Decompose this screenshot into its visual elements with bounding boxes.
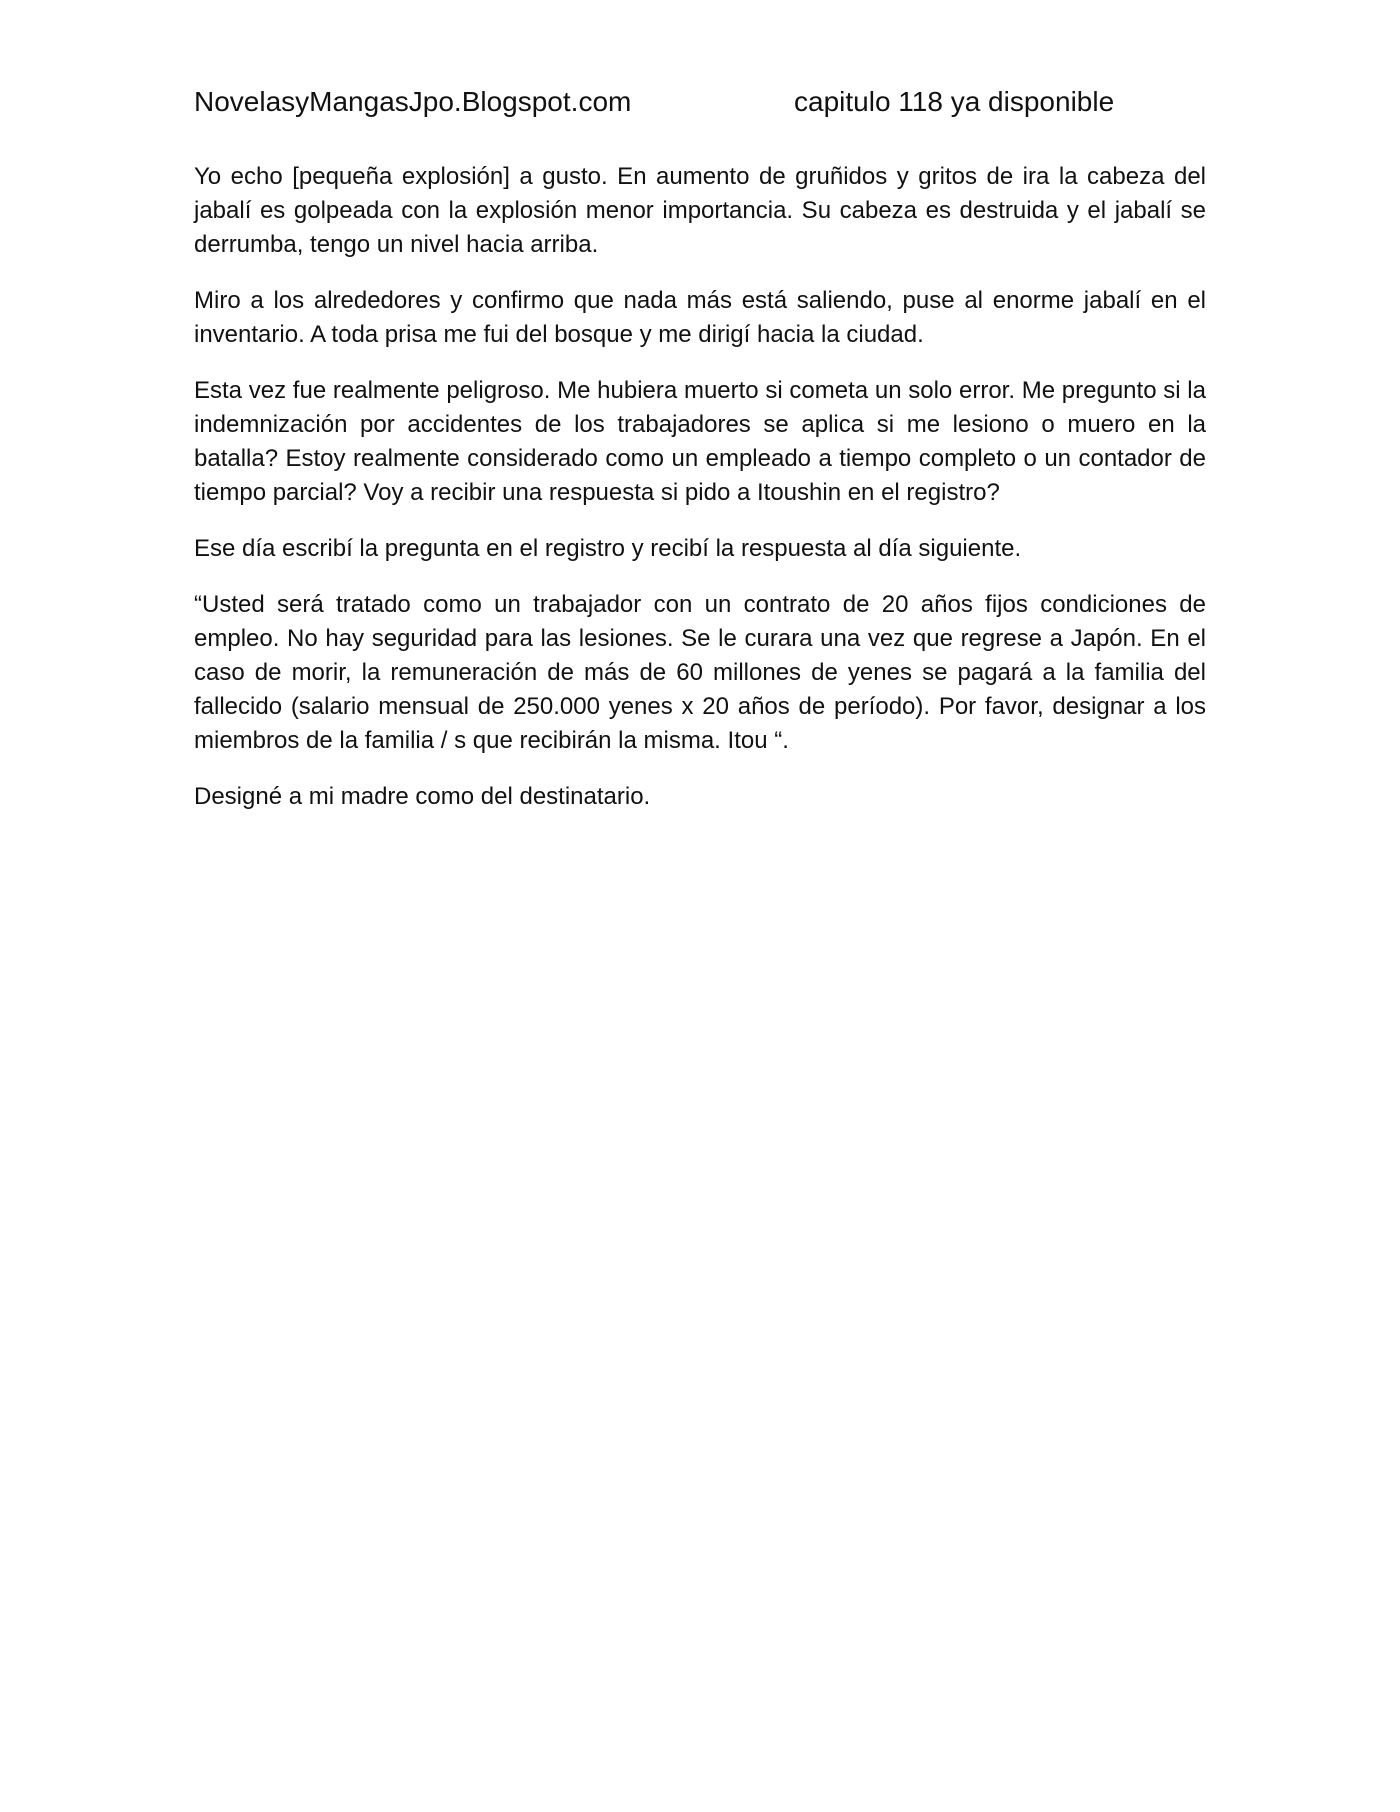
header-site-name: NovelasyMangasJpo.Blogspot.com — [194, 86, 632, 117]
paragraph: Ese día escribí la pregunta en el registro y recibí la respuesta al día siguiente. — [194, 535, 1022, 562]
header-chapter-notice: capitulo 118 ya disponible — [794, 86, 1115, 117]
paragraph: Miro a los alrededores y confirmo que nada más está saliendo, puse al enorme jabalí en el inventario. A toda prisa me fui del bosque y me dirigí hacia la ciudad. — [194, 287, 1206, 348]
paragraph: Yo echo [pequeña explosión] a gusto. En aumento de gruñidos y gritos de ira la cabeza del jabalí es golpeada con la explosión menor importancia. Su cabeza es destruida y el jabalí se derrumba, tengo un nivel hacia arriba. — [194, 163, 1206, 258]
document-body — [194, 160, 1206, 836]
paragraph: Designé a mi madre como del destinatario. — [194, 783, 651, 810]
page-header — [194, 82, 1206, 122]
paragraph: “Usted será tratado como un trabajador con un contrato de 20 años fijos condiciones de empleo. No hay seguridad para las lesiones. Se le curara una vez que regrese a Japón. En el caso de morir, la remuneración de más de 60 millones de yenes se pagará a la familia del fallecido (salario mensual de 250.000 yenes x 20 años de período). Por favor, designar a los miembros de la familia / s que recibirán la misma. Itou “. — [194, 591, 1206, 754]
paragraph: Esta vez fue realmente peligroso. Me hubiera muerto si cometa un solo error. Me pregunto si la indemnización por accidentes de los trabajadores se aplica si me lesiono o muero en la batalla? Estoy realmente considerado como un empleado a tiempo completo o un contador de tiempo parcial? Voy a recibir una respuesta si pido a Itoushin en el registro? — [194, 377, 1206, 506]
